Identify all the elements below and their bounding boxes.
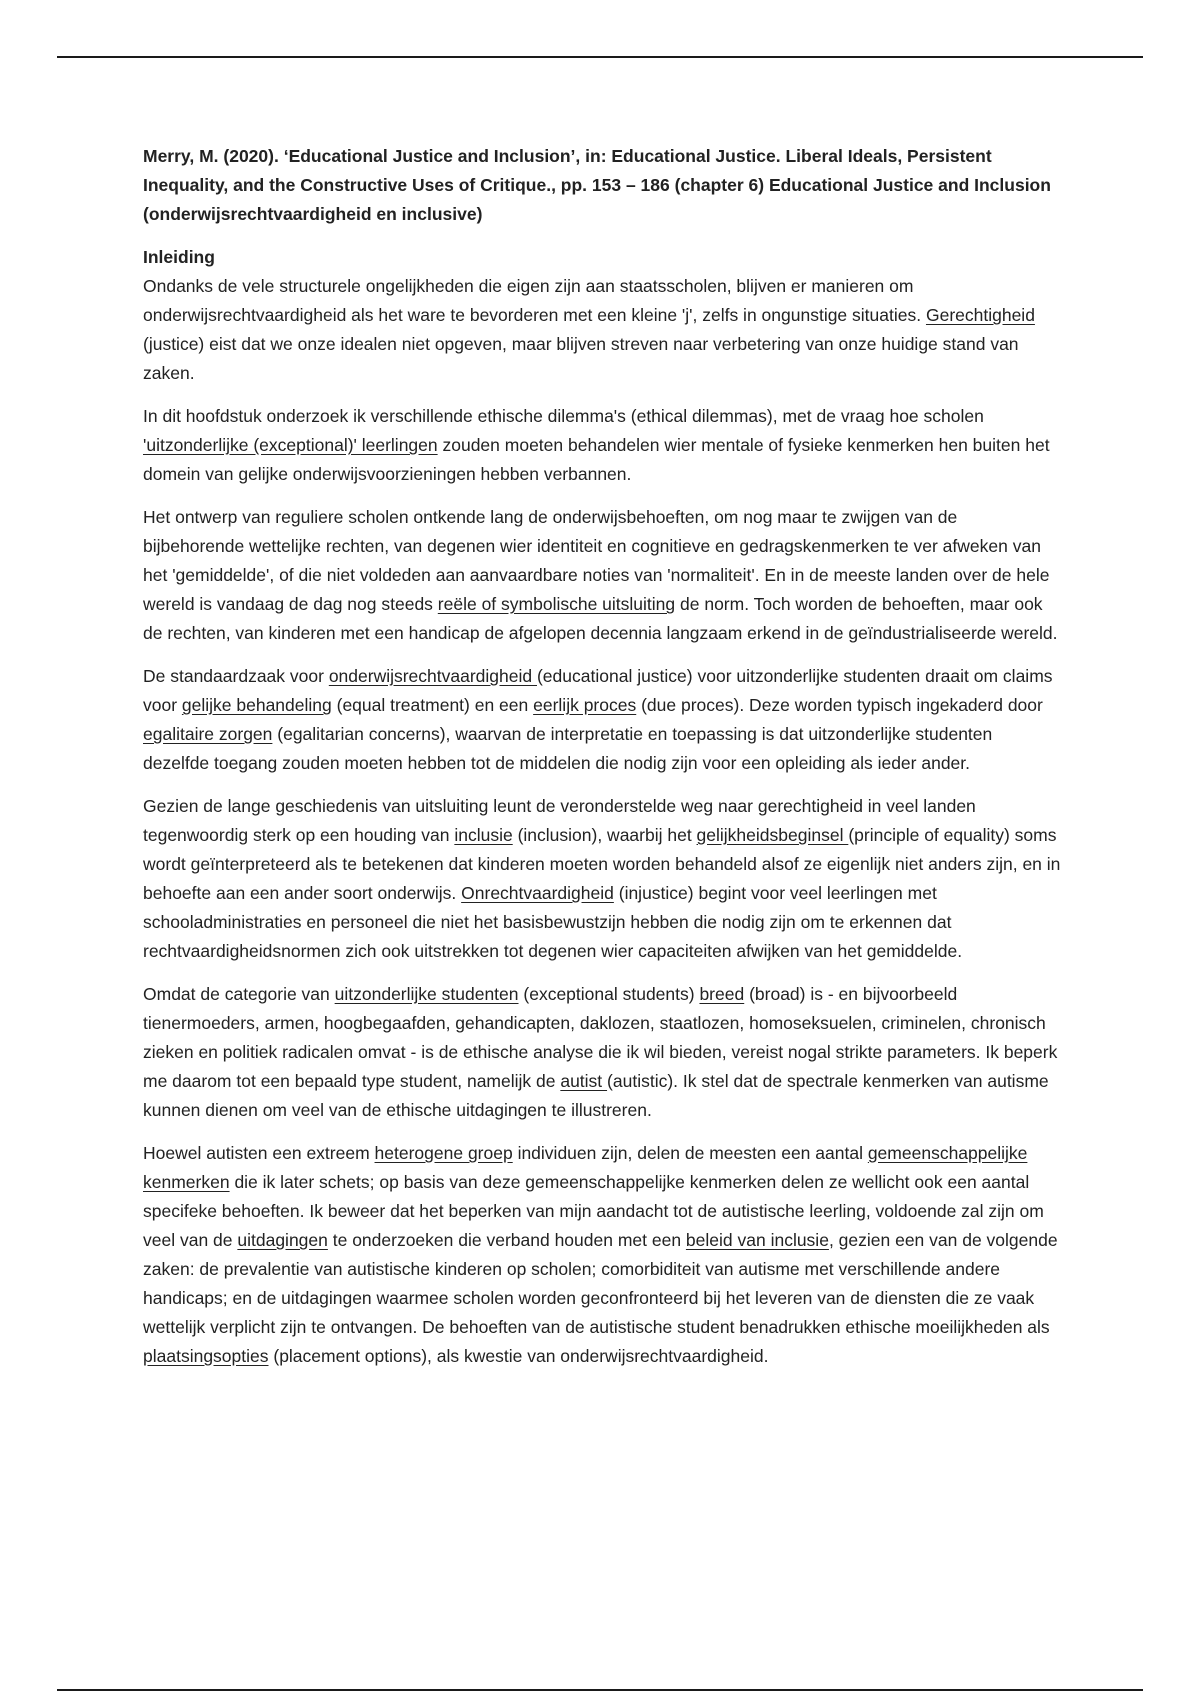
- underlined-term: Gerechtigheid: [925, 305, 1035, 325]
- text: Gezien de lange geschiedenis van uitsluiting leunt de veronderstelde weg naar gerechtigheid in veel landen tegenwoordig sterk op een houding van: [143, 796, 976, 845]
- text: (inclusion), waarbij het: [512, 825, 697, 845]
- paragraph-6: [143, 980, 1063, 1125]
- underlined-term: Onrechtvaardigheid: [461, 883, 614, 903]
- underlined-term: heterogene groep: [374, 1143, 513, 1163]
- underlined-term: plaatsingsopties: [143, 1346, 269, 1366]
- text: individuen zijn, delen de meesten een aantal: [512, 1143, 868, 1163]
- paragraph-4: [143, 662, 1063, 778]
- text: (placement options), als kwestie van onderwijsrechtvaardigheid.: [268, 1346, 769, 1366]
- underlined-term: gemeenschappelijke kenmerken: [143, 1143, 1028, 1192]
- bottom-rule: [57, 1689, 1143, 1691]
- text: De standaardzaak voor: [143, 666, 329, 686]
- document-body: [143, 142, 1063, 1385]
- text: (due proces). Deze worden typisch ingekaderd door: [636, 695, 1043, 715]
- citation: Merry, M. (2020). ‘Educational Justice and Inclusion’, in: Educational Justice. Liberal Ideals, Persistent Inequality, and the Constructive Uses of Critique., pp. 153 – 186 (chapter 6) Educational Justice and Inclusion (onderwijsrechtvaardigheid en inclusive): [143, 146, 1051, 224]
- text: (justice) eist dat we onze idealen niet opgeven, maar blijven streven naar verbetering van onze huidige stand van zaken.: [143, 334, 1019, 383]
- text: zouden moeten behandelen wier mentale of fysieke kenmerken hen buiten het domein van gelijke onderwijsvoorzieningen hebben verbannen.: [143, 435, 1050, 484]
- underlined-term: onderwijsrechtvaardigheid: [328, 666, 537, 686]
- text: (exceptional students): [518, 984, 700, 1004]
- underlined-term: 'uitzonderlijke (exceptional)' leerlingen: [143, 435, 438, 455]
- underlined-term: breed: [699, 984, 745, 1004]
- text: (injustice) begint voor veel leerlingen met schooladministraties en personeel die niet het basisbewustzijn hebben die nodig zijn om te erkennen dat rechtvaardigheidsnormen zich ook uitstrekken tot degenen wier capaciteiten afwijken van het gemiddelde.: [143, 883, 963, 961]
- text: (educational justice) voor uitzonderlijke studenten draait om claims voor: [143, 666, 1053, 715]
- paragraph-3: [143, 503, 1063, 648]
- underlined-term: gelijke behandeling: [181, 695, 332, 715]
- underlined-term: inclusie: [454, 825, 513, 845]
- underlined-term: uitzonderlijke studenten: [334, 984, 519, 1004]
- text: (egalitarian concerns), waarvan de interpretatie en toepassing is dat uitzonderlijke studenten dezelfde toegang zouden moeten hebben tot de middelen die nodig zijn voor een opleiding als ieder ander.: [143, 724, 993, 773]
- text: (equal treatment) en een: [331, 695, 534, 715]
- text: te onderzoeken die verband houden met een: [327, 1230, 686, 1250]
- underlined-term: eerlijk proces: [533, 695, 637, 715]
- text: die ik later schets; op basis van deze gemeenschappelijke kenmerken delen ze wellicht ook een aantal specifeke behoeften. Ik beweer dat het beperken van mijn aandacht tot de autistische leerling, voldoende zal zijn om veel van de: [143, 1172, 1044, 1250]
- underlined-term: uitdagingen: [237, 1230, 328, 1250]
- text: , gezien een van de volgende zaken: de prevalentie van autistische kinderen op scholen; comorbiditeit van autisme met verschillende andere handicaps; en de uitdagingen waarmee scholen worden geconfronteerd bij het leveren van de diensten die ze vaak wettelijk verplicht zijn te ontvangen. De behoeften van de autistische student benadrukken ethische moeilijkheden als: [143, 1230, 1058, 1337]
- text: Omdat de categorie van: [143, 984, 335, 1004]
- text: de norm. Toch worden de behoeften, maar ook de rechten, van kinderen met een handicap de afgelopen decennia langzaam erkend in de geïndustrialiseerde wereld.: [143, 594, 1058, 643]
- paragraph-5: [143, 792, 1063, 966]
- underlined-term: autist: [560, 1071, 608, 1091]
- text: Ondanks de vele structurele ongelijkheden die eigen zijn aan staatsscholen, blijven er manieren om onderwijsrechtvaardigheid als het ware te bevorderen met een kleine 'j', zelfs in ongunstige situaties.: [143, 276, 926, 325]
- text: Het ontwerp van reguliere scholen ontkende lang de onderwijsbehoeften, om nog maar te zwijgen van de bijbehorende wettelijke rechten, van degenen wier identiteit en cognitieve en gedragskenmerken te ver afweken van het 'gemiddelde', of die niet voldeden aan aanvaardbare noties van 'normaliteit'. En in de meeste landen over de hele wereld is vandaag de dag nog steeds: [143, 507, 1050, 614]
- text: Hoewel autisten een extreem: [143, 1143, 375, 1163]
- underlined-term: egalitaire zorgen: [143, 724, 273, 744]
- text: In dit hoofdstuk onderzoek ik verschillende ethische dilemma's (ethical dilemmas), met de vraag hoe scholen: [143, 406, 984, 426]
- paragraph-1: [143, 272, 1063, 388]
- text: (autistic). Ik stel dat de spectrale kenmerken van autisme kunnen dienen om veel van de ethische uitdagingen te illustreren.: [143, 1071, 1049, 1120]
- underlined-term: beleid van inclusie: [685, 1230, 829, 1250]
- top-rule: [57, 56, 1143, 58]
- text: (broad) is - en bijvoorbeeld tienermoeders, armen, hoogbegaafden, gehandicapten, daklozen, staatlozen, homoseksuelen, criminelen, chronisch zieken en politiek radicalen omvat - is de ethische analyse die ik wil bieden, vereist nogal strikte parameters. Ik beperk me daarom tot een bepaald type student, namelijk de: [143, 984, 1058, 1091]
- section-heading: Inleiding: [143, 247, 215, 267]
- text: (principle of equality) soms wordt geïnterpreteerd als te betekenen dat kinderen moeten worden behandeld alsof ze eigenlijk niet anders zijn, en in behoefte aan een ander soort onderwijs.: [143, 825, 1061, 903]
- underlined-term: gelijkheidsbeginsel: [696, 825, 849, 845]
- underlined-term: reële of symbolische uitsluiting: [437, 594, 676, 614]
- paragraph-2: [143, 402, 1063, 489]
- paragraph-7: [143, 1139, 1063, 1371]
